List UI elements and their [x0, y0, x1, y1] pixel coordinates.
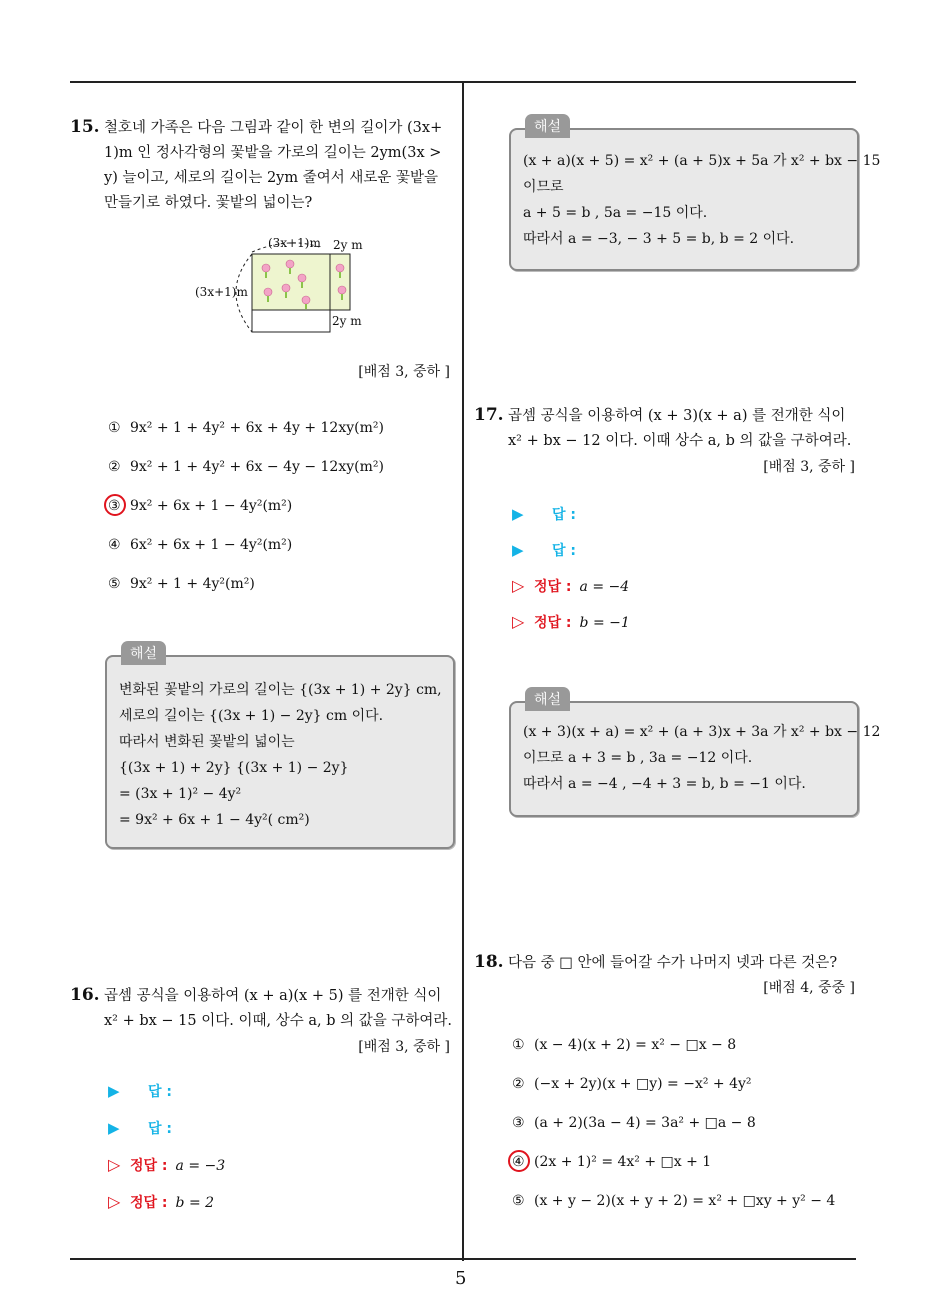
solution-line: {(3x + 1) + 2y} {(3x + 1) − 2y}: [119, 760, 349, 776]
choice-text: 9x² + 1 + 4y²(m²): [130, 576, 255, 592]
q15-line-4: 만들기로 하였다. 꽃밭의 넓이는?: [104, 195, 313, 211]
solution-tag: 해설: [525, 114, 570, 138]
choice-number: ⑤: [512, 1193, 525, 1209]
q17-score: [배점 3, 중하 ]: [763, 459, 855, 475]
choice-text: (x + y − 2)(x + y + 2) = x² + □xy + y² − 4: [534, 1193, 836, 1209]
q17-question: [508, 404, 860, 454]
choice-number: ②: [108, 459, 121, 475]
solution-line: a + 5 = b , 5a = −15 이다.: [523, 205, 708, 221]
q15-solution-box: [105, 646, 455, 849]
solution-line: 따라서 a = −3, − 3 + 5 = b, b = 2 이다.: [523, 231, 795, 247]
choice-number: ⑤: [108, 576, 121, 592]
q17-answers: [512, 503, 630, 633]
correct-label: 정답 :: [130, 1195, 168, 1211]
q15-line-3: y) 늘이고, 세로의 길이는 2ym 줄여서 새로운 꽃밭을: [104, 170, 439, 186]
column-divider: [462, 81, 464, 1261]
choice-text: 9x² + 1 + 4y² + 6x − 4y − 12xy(m²): [130, 459, 384, 475]
solution-line: (x + a)(x + 5) = x² + (a + 5)x + 5a 가 x² + bx − 15: [523, 153, 881, 169]
correct-value: a = −3: [175, 1158, 226, 1174]
solution-line: 이므로 a + 3 = b , 3a = −12 이다.: [523, 750, 753, 766]
q16-answer-input-1[interactable]: [108, 1080, 225, 1102]
q15-choices: [108, 417, 384, 595]
q15-question: [104, 116, 456, 216]
q18-number: 18.: [474, 952, 504, 972]
fig-left-label: (3x+1)m: [195, 285, 248, 299]
solution-line: 세로의 길이는 {(3x + 1) − 2y} cm 이다.: [119, 708, 384, 724]
choice-text: 9x² + 1 + 4y² + 6x + 4y + 12xy(m²): [130, 420, 384, 436]
q17-answer-input-2[interactable]: [512, 539, 630, 561]
triangle-outline-icon: ▷: [108, 1192, 121, 1211]
solution-line: = 9x² + 6x + 1 − 4y²( cm²): [119, 812, 310, 828]
q16-correct-2: [108, 1191, 225, 1213]
bottom-rule: [70, 1258, 856, 1260]
q15-choice-5[interactable]: [108, 573, 384, 595]
q15-answer-circle: [104, 494, 126, 516]
q15-choice-1[interactable]: [108, 417, 384, 439]
correct-label: 정답 :: [130, 1158, 168, 1174]
choice-number: ③: [108, 498, 121, 514]
choice-text: (a + 2)(3a − 4) = 3a² + □a − 8: [534, 1115, 756, 1131]
q18-question: 다음 중 □ 안에 들어갈 수가 나머지 넷과 다른 것은?: [508, 955, 838, 971]
triangle-outline-icon: ▷: [512, 576, 525, 595]
triangle-outline-icon: ▷: [512, 612, 525, 631]
q16-correct-1: [108, 1154, 225, 1176]
choice-number: ①: [108, 420, 121, 436]
choice-number: ①: [512, 1037, 525, 1053]
q15-score: [배점 3, 중하 ]: [358, 364, 450, 380]
correct-value: b = 2: [175, 1195, 215, 1211]
answer-label: 답 :: [552, 507, 576, 523]
answer-label: 답 :: [552, 543, 576, 559]
choice-number: ②: [512, 1076, 525, 1092]
play-icon: ▶: [512, 505, 524, 523]
q16-solution-body: [523, 148, 880, 252]
q16-question: [104, 984, 456, 1034]
q17-correct-2: [512, 611, 630, 633]
solution-line: (x + 3)(x + a) = x² + (a + 3)x + 3a 가 x² + bx − 12: [523, 724, 881, 740]
solution-tag: 해설: [525, 687, 570, 711]
q16-line-1: 곱셈 공식을 이용하여 (x + a)(x + 5) 를 전개한 식이: [104, 988, 442, 1004]
q18-choice-5[interactable]: [512, 1190, 835, 1212]
choice-number: ③: [512, 1115, 525, 1131]
q16-answers: [108, 1080, 225, 1213]
q16-number: 16.: [70, 985, 100, 1005]
q17-solution-body: [523, 719, 880, 797]
q15-line-1: 철호네 가족은 다음 그림과 같이 한 변의 길이가 (3x+: [104, 120, 443, 136]
choice-text: 9x² + 6x + 1 − 4y²(m²): [130, 498, 293, 514]
q15-line-2: 1)m 인 정사각형의 꽃밭을 가로의 길이는 2ym(3x >: [104, 145, 442, 161]
q18-choices: [512, 1034, 835, 1212]
q18-choice-4[interactable]: [512, 1151, 835, 1173]
page-number: 5: [455, 1268, 467, 1289]
fig-bottom-right-label: 2y m: [332, 314, 362, 328]
solution-line: 따라서 a = −4 , −4 + 3 = b, b = −1 이다.: [523, 776, 806, 792]
play-icon: ▶: [108, 1119, 120, 1137]
play-icon: ▶: [512, 541, 524, 559]
answer-label: 답 :: [148, 1084, 172, 1100]
q17-answer-input-1[interactable]: [512, 503, 630, 525]
q16-score: [배점 3, 중하 ]: [358, 1039, 450, 1055]
q17-line-2: x² + bx − 12 이다. 이때 상수 a, b 의 값을 구하여라.: [508, 433, 852, 449]
choice-number: ④: [108, 537, 121, 553]
q17-correct-1: [512, 575, 630, 597]
solution-tag: 해설: [121, 641, 166, 665]
choice-text: 6x² + 6x + 1 − 4y²(m²): [130, 537, 293, 553]
garden-bottom-strip: [252, 310, 330, 332]
fig-top-label: (3x+1)m: [268, 236, 321, 250]
q15-choice-2[interactable]: [108, 456, 384, 478]
q18-answer-circle: [508, 1150, 530, 1172]
q18-choice-2[interactable]: [512, 1073, 835, 1095]
q15-solution-body: [119, 677, 442, 833]
solution-line: 따라서 변화된 꽃밭의 넓이는: [119, 734, 295, 750]
q15-choice-4[interactable]: [108, 534, 384, 556]
q15-number: 15.: [70, 117, 100, 137]
choice-text: (2x + 1)² = 4x² + □x + 1: [534, 1154, 712, 1170]
answer-label: 답 :: [148, 1121, 172, 1137]
correct-label: 정답 :: [534, 615, 572, 631]
correct-value: b = −1: [579, 615, 630, 631]
q16-solution-box: [509, 119, 881, 271]
q15-choice-3[interactable]: [108, 495, 384, 517]
solution-line: 이므로: [523, 179, 564, 195]
triangle-outline-icon: ▷: [108, 1155, 121, 1174]
choice-text: (x − 4)(x + 2) = x² − □x − 8: [534, 1037, 737, 1053]
q18-choice-3[interactable]: [512, 1112, 835, 1134]
solution-line: 변화된 꽃밭의 가로의 길이는 {(3x + 1) + 2y} cm,: [119, 682, 442, 698]
q17-solution-box: [509, 692, 881, 817]
choice-number: ④: [512, 1154, 525, 1170]
q16-answer-input-2[interactable]: [108, 1117, 225, 1139]
q18-score: [배점 4, 중중 ]: [763, 980, 855, 996]
choice-text: (−x + 2y)(x + □y) = −x² + 4y²: [534, 1076, 752, 1092]
q17-line-1: 곱셈 공식을 이용하여 (x + 3)(x + a) 를 전개한 식이: [508, 408, 846, 424]
q17-number: 17.: [474, 405, 504, 425]
solution-line: = (3x + 1)² − 4y²: [119, 786, 242, 802]
correct-label: 정답 :: [534, 579, 572, 595]
q16-line-2: x² + bx − 15 이다. 이때, 상수 a, b 의 값을 구하여라.: [104, 1013, 452, 1029]
q18-choice-1[interactable]: [512, 1034, 835, 1056]
correct-value: a = −4: [579, 579, 630, 595]
play-icon: ▶: [108, 1082, 120, 1100]
fig-top-right-label: 2y m: [333, 238, 363, 252]
